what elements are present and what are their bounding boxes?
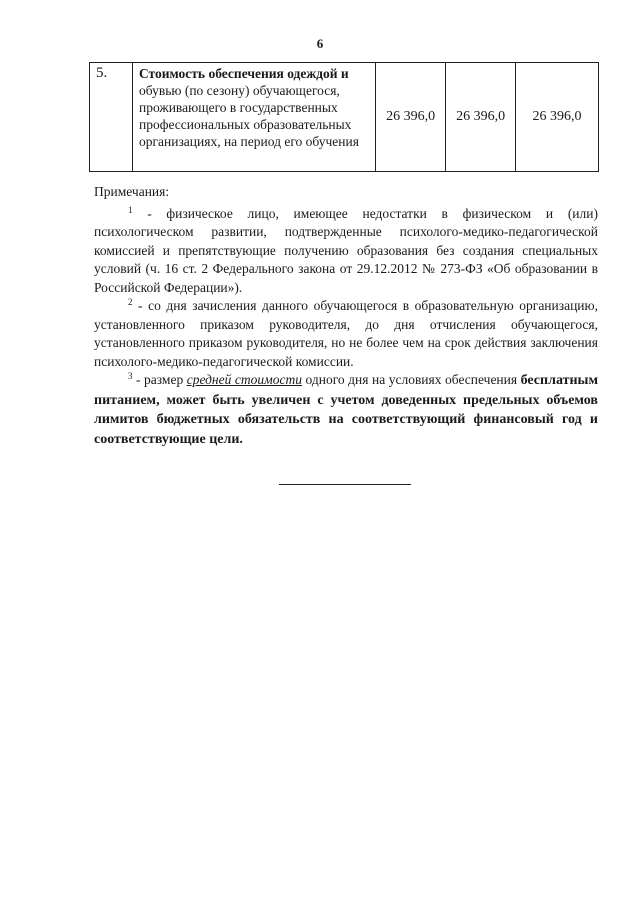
note-1-mark: 1	[128, 204, 133, 215]
note-2-mark: 2	[128, 297, 133, 307]
note-3-italic: средней стоимости	[186, 372, 302, 387]
row-description-rest: обувью (по сезону) обучающегося, проживающего в государственных профессиональных образовательных организациях, на период его обучения	[138, 83, 359, 149]
row-value-3: 26 396,0	[516, 63, 599, 172]
notes-title: Примечания:	[94, 184, 170, 199]
note-3-mark: 3	[128, 371, 133, 381]
note-3-pre: - размер	[132, 372, 187, 387]
separator-line	[279, 484, 411, 485]
note-1-text: - физическое лицо, имеющее недостатки в физическом и (или) психологическом развитии, подтвержденные психолого-медико-педагогической комиссией и препятствующие получению образования без создания специальных условий (ч. 16 ст. 2 Федерального закона от 29.12.2012 № 273-ФЗ «Об образовании в Российской Федерации»).	[94, 205, 598, 295]
note-1	[94, 205, 598, 298]
row-description-bold: Стоимость обеспечения одеждой и	[138, 66, 349, 81]
note-3-bold: бесплатным питанием, может быть увеличен с учетом доведенных предельных объемов лимитов бюджетных обязательств на соответствующий финансовый год и соответствующие цели.	[94, 373, 598, 447]
notes-section	[94, 183, 598, 449]
note-2-text: - со дня зачисления данного обучающегося в образовательную организацию, установленного приказом руководителя, до дня отчисления обучающегося, установленного приказом руководителя, но не более чем на срок действия заключения психолого-медико-педагогической комиссии.	[94, 298, 598, 369]
row-number: 5.	[90, 63, 133, 172]
note-2	[94, 297, 598, 371]
row-value-1: 26 396,0	[376, 63, 446, 172]
page-number: 6	[316, 36, 324, 51]
cost-table	[89, 62, 599, 172]
row-description	[132, 63, 375, 172]
note-3-mid: одного дня на условиях обеспечения	[301, 372, 521, 387]
table-row	[90, 63, 599, 172]
note-3	[94, 371, 598, 449]
row-value-2: 26 396,0	[446, 63, 516, 172]
